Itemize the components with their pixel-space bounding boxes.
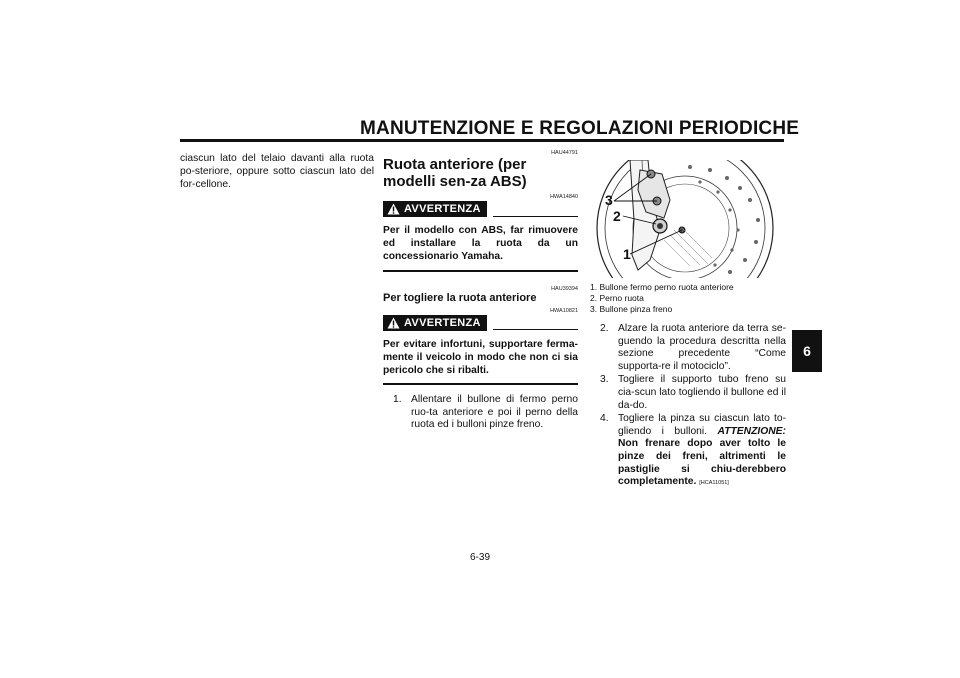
list-item [590,323,786,373]
step-text-normal: Togliere la pinza su ciascun lato to-gliendo i bulloni. [618,413,786,437]
column-3 [590,282,786,490]
warning-code: HWA10821 [550,307,578,314]
warning-code: HWA14840 [550,194,578,200]
warning-end-rule [383,270,578,272]
list-item [590,413,786,490]
step-text: Allentare il bullone di fermo perno ruo-ta anteriore e poi il perno della ruota ed i bulloni pinze freno. [411,394,578,431]
figure-label-3: 3 [605,192,613,208]
figure-label-2: 2 [613,208,621,224]
step-number: 3. [600,374,609,386]
step-text: Alzare la ruota anteriore da terra se-guendo la procedura descritta nella sezione precedente “Come supporta-re il motociclo”. [618,323,786,372]
warning-end-rule [383,383,578,385]
step-number: 2. [600,323,609,334]
warning-text: Per evitare infortuni, supportare ferma-mente il veicolo in modo che non ci sia pericolo che si ribalti. [383,338,578,377]
warning-badge [383,315,487,331]
step-text: Togliere il supporto tubo freno su cia-scun lato togliendo il bullone ed il da-do. [618,374,786,411]
step-text [618,413,786,490]
section-heading: Ruota anteriore (per modelli sen-za ABS) [383,156,527,190]
subsection-heading: Per togliere la ruota anteriore [383,291,537,304]
header-rule [180,139,784,142]
page-title: MANUTENZIONE E REGOLAZIONI PERIODICHE [360,118,800,139]
figure-caption: 2. Perno ruota [590,293,644,303]
warning-triangle-icon [387,317,400,329]
subsection-code: HAU39394 [551,285,578,292]
warning-triangle-icon [387,203,400,215]
warning-label: AVVERTENZA [404,203,481,215]
figure-caption: 3. Bullone pinza freno [590,304,673,314]
step-number: 4. [600,413,609,425]
attention-text: Non frenare dopo aver tolto le pinze dei freni, altrimenti le pastiglie si chiu-derebbero completamente. [618,438,786,488]
chapter-tab: 6 [792,330,822,372]
warning-text: Per il modello con ABS, far rimuovere ed installare la ruota da un concessionario Yamaha. [383,225,578,263]
column-2 [383,150,578,432]
warning-header [383,315,578,331]
page-number: 6-39 [470,552,491,563]
caution-code: [HCA11051] [699,480,729,487]
warning-header [383,201,578,217]
warning-label: AVVERTENZA [404,316,481,329]
list-item [383,394,578,432]
section-code: HAU44791 [551,150,578,156]
step-number: 1. [393,394,402,406]
column-1-text: ciascun lato del telaio davanti alla ruota po-steriore, oppure sotto ciascun lato del for-cellone. [180,153,374,191]
figure-label-1: 1 [623,246,631,262]
list-item [590,374,786,412]
warning-line [493,216,578,217]
attention-label: ATTENZIONE: [717,425,786,437]
warning-line [493,329,578,330]
warning-badge [383,201,487,217]
figure-caption: 1. Bullone fermo perno ruota anteriore [590,282,734,292]
